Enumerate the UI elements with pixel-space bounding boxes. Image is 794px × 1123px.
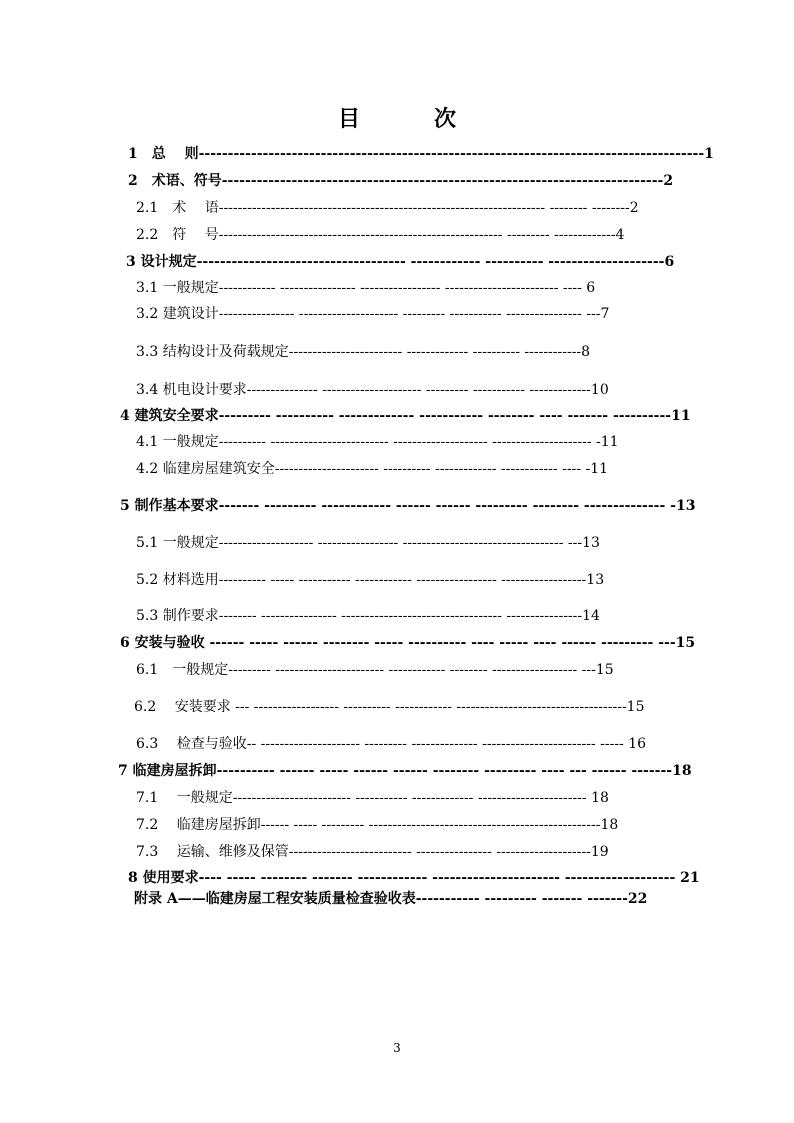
toc-item-5-2[interactable]: 5.2 材料选用---------- ----- ----------- ------------ ----------------- ------------------13 — [136, 572, 605, 588]
toc-item-4[interactable]: 4 建筑安全要求--------- ---------- ------------- ----------- -------- ---- ------- ----------11 — [120, 408, 691, 424]
toc-item-7[interactable]: 7 临建房屋拆卸---------- ------ ----- ------ ------ -------- --------- ---- --- ------ -------18 — [118, 763, 692, 779]
page-number: 3 — [393, 1041, 401, 1055]
toc-item-6-1[interactable]: 6.1 一般规定--------- ----------------------- ------------ -------- ------------------ ---15 — [136, 662, 614, 678]
toc-item-8[interactable]: 8 使用要求---- ----- -------- ------- ------------ ---------------------- ------------------- 21 — [128, 870, 700, 886]
toc-item-appendix-a[interactable]: 附录 A——临建房屋工程安装质量检查验收表----------- --------- ------- -------22 — [134, 891, 648, 907]
toc-item-5-3[interactable]: 5.3 制作要求-------- ---------------- ---------------------------------- ----------------14 — [136, 608, 600, 624]
toc-item-3-2[interactable]: 3.2 建筑设计---------------- --------------------- --------- ----------- ---------------- ---7 — [136, 306, 610, 322]
toc-item-3-1[interactable]: 3.1 一般规定------------ ---------------- ----------------- ------------------------ ---- 6 — [136, 280, 596, 296]
toc-item-5-1[interactable]: 5.1 一般规定-------------------- ----------------- ---------------------------------- ---13 — [136, 535, 600, 551]
toc-item-4-1[interactable]: 4.1 一般规定---------- ------------------------- -------------------- --------------------- -11 — [136, 434, 619, 450]
toc-item-6-3[interactable]: 6.3 检查与验收-- --------------------- --------- -------------- ------------------------ ----- 16 — [136, 736, 647, 752]
toc-item-3-3[interactable]: 3.3 结构设计及荷载规定------------------------ ------------- ---------- ------------8 — [136, 344, 591, 360]
toc-item-7-2[interactable]: 7.2 临建房屋拆卸------ ----- --------- -------------------------------------------------18 — [136, 817, 619, 833]
page-title: 目 次 — [337, 106, 482, 132]
toc-item-4-2[interactable]: 4.2 临建房屋建筑安全---------------------- ---------- ------------- ------------ ---- -11 — [136, 461, 609, 477]
toc-item-2[interactable]: 2 术语、符号----------------------------------------------------------------------------2 — [128, 173, 674, 189]
toc-item-6-2[interactable]: 6.2 安装要求 --- ------------------ ---------- ------------ ------------------------------------15 — [134, 699, 645, 715]
toc-item-3[interactable]: 3 设计规定------------------------------------ ------------ ---------- --------------------6 — [126, 254, 675, 270]
toc-item-1[interactable]: 1 总 则---------------------------------------------------------------------------------------1 — [128, 146, 714, 162]
toc-item-5[interactable]: 5 制作基本要求------- --------- ------------ ------ ------ --------- -------- -------------- -13 — [120, 498, 696, 514]
toc-item-2-1[interactable]: 2.1 术 语--------------------------------------------------------------------- -------- --------2 — [136, 200, 639, 216]
toc-item-7-1[interactable]: 7.1 一般规定------------------------- ----------- ------------- ----------------------- 18 — [136, 790, 609, 806]
toc-item-2-2[interactable]: 2.2 符 号------------------------------------------------------------ --------- -------------4 — [136, 227, 625, 243]
toc-item-7-3[interactable]: 7.3 运输、维修及保管-------------------------- ---------------- --------------------19 — [136, 844, 609, 860]
toc-item-3-4[interactable]: 3.4 机电设计要求--------------- --------------------- --------- ----------- -------------10 — [136, 382, 609, 398]
toc-item-6[interactable]: 6 安装与验收 ------ ----- ------ -------- ----- ---------- ---- ----- ---- ------ --------- ---15 — [120, 635, 696, 651]
